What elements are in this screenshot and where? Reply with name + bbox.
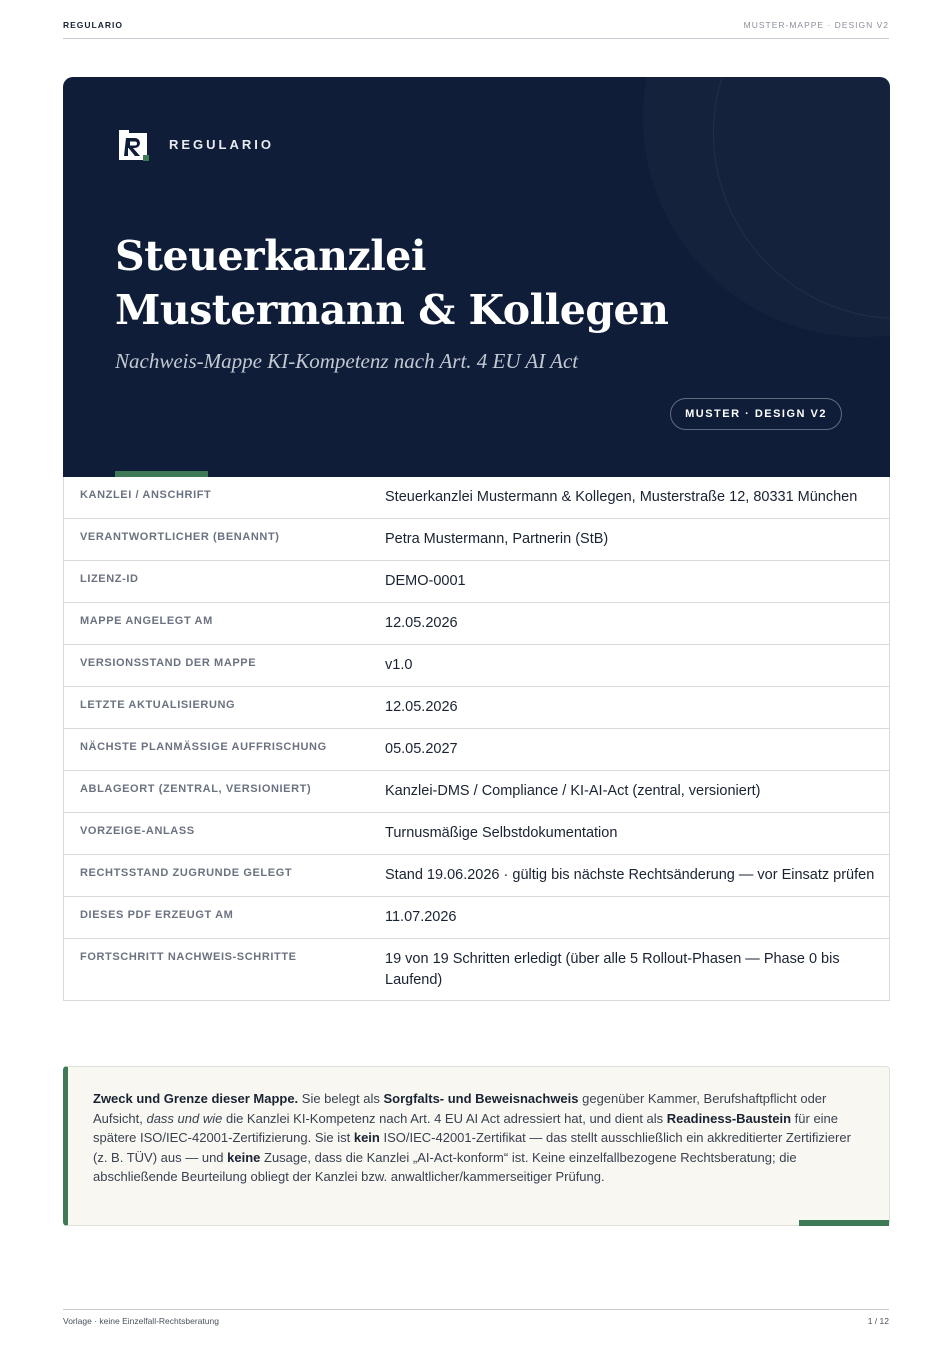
title-line-1: Steuerkanzlei — [115, 232, 426, 280]
page-number: 1 / 12 — [867, 1316, 889, 1326]
purpose-note — [63, 1066, 890, 1226]
meta-label: RECHTSSTAND ZUGRUNDE GELEGT — [80, 867, 293, 879]
meta-value: Petra Mustermann, Partnerin (StB) — [385, 531, 609, 547]
meta-row — [64, 770, 889, 812]
meta-row — [64, 686, 889, 728]
note-lead: Zweck und Grenze dieser Mappe. — [93, 1091, 299, 1106]
meta-value: DEMO-0001 — [385, 573, 466, 589]
meta-row — [64, 518, 889, 560]
note-emphasis: Readiness-Baustein — [666, 1110, 792, 1126]
note-text: die Kanzlei KI-Kompetenz nach Art. 4 EU AI Act adressiert hat, und dient als — [222, 1110, 667, 1126]
meta-value: Kanzlei-DMS / Compliance / KI-AI-Act (zentral, versioniert) — [385, 783, 761, 799]
meta-value: 12.05.2026 — [385, 699, 458, 715]
note-text: ISO/IEC-42001-Zertifikat — das stellt ausschließlich ein akkreditierter Zertifizierer (z. B. TÜV) aus — und — [93, 1130, 851, 1165]
meta-row — [64, 854, 889, 896]
meta-value: 19 von 19 Schritten erledigt (über alle 5 Rollout-Phasen — Phase 0 bis Laufend) — [385, 951, 840, 988]
meta-label: LIZENZ-ID — [80, 573, 139, 585]
note-emphasis: kein — [353, 1130, 380, 1145]
meta-label: KANZLEI / ANSCHRIFT — [80, 489, 212, 501]
note-text: für eine spätere ISO/IEC-42001-Zertifizierung. Sie ist — [93, 1110, 839, 1145]
meta-value: 12.05.2026 — [385, 615, 458, 631]
meta-label: VERSIONSSTAND DER MAPPE — [80, 657, 257, 669]
header-edition: MUSTER-MAPPE · DESIGN V2 — [743, 20, 889, 30]
running-header — [63, 20, 889, 39]
page-title — [115, 229, 668, 337]
meta-label: NÄCHSTE PLANMÄSSIGE AUFFRISCHUNG — [80, 741, 327, 753]
cover-panel — [63, 77, 890, 477]
meta-label: VORZEIGE-ANLASS — [80, 825, 195, 837]
meta-row — [64, 812, 889, 854]
meta-label: VERANTWORTLICHER (BENANNT) — [80, 531, 280, 543]
note-accent-bar — [799, 1220, 889, 1226]
title-line-2: Mustermann & Kollegen — [115, 286, 669, 334]
purpose-note-text — [93, 1089, 865, 1187]
meta-value: v1.0 — [385, 657, 413, 673]
note-text: Zusage, dass die Kanzlei „AI-Act-konform“ ist. Keine einzelfallbezogene Rechtsberatung; die abschließende Beurteilung obliegt der Kanzlei bzw. anwaltlicher/kammerseitiger Prüfung. — [93, 1149, 797, 1184]
meta-row — [64, 644, 889, 686]
regulario-logo-icon — [118, 129, 150, 161]
note-italic: dass und wie — [146, 1110, 223, 1126]
meta-label: MAPPE ANGELEGT AM — [80, 615, 213, 627]
edition-badge: MUSTER · DESIGN V2 — [670, 398, 842, 430]
meta-value: Stand 19.06.2026 · gültig bis nächste Rechtsänderung — vor Einsatz prüfen — [385, 867, 875, 883]
meta-value: 11.07.2026 — [385, 909, 457, 925]
meta-row — [64, 560, 889, 602]
note-text: gegenüber Kammer, Berufshaftpflicht oder Aufsicht, — [93, 1091, 827, 1126]
note-text: Sie belegt als — [298, 1091, 384, 1106]
running-footer — [63, 1309, 889, 1326]
meta-row — [64, 477, 889, 518]
meta-row — [64, 938, 889, 1000]
footer-disclaimer: Vorlage · keine Einzelfall-Rechtsberatung — [63, 1316, 219, 1326]
note-emphasis: keine — [227, 1149, 261, 1165]
note-emphasis: Sorgfalts- und Beweisnachweis — [383, 1091, 579, 1106]
meta-value: 05.05.2027 — [385, 741, 458, 757]
page-subtitle: Nachweis-Mappe KI-Kompetenz nach Art. 4 EU AI Act — [115, 349, 579, 373]
meta-table — [63, 477, 890, 1001]
meta-label: LETZTE AKTUALISIERUNG — [80, 699, 236, 711]
meta-row — [64, 896, 889, 938]
meta-label: FORTSCHRITT NACHWEIS-SCHRITTE — [80, 951, 297, 963]
meta-row — [64, 602, 889, 644]
meta-label: DIESES PDF ERZEUGT AM — [80, 909, 234, 921]
meta-row — [64, 728, 889, 770]
logo-wordmark: REGULARIO — [169, 137, 274, 152]
meta-value: Turnusmäßige Selbstdokumentation — [385, 825, 618, 841]
meta-label: ABLAGEORT (ZENTRAL, VERSIONIERT) — [80, 783, 312, 795]
header-brand: REGULARIO — [63, 20, 123, 30]
meta-value: Steuerkanzlei Mustermann & Kollegen, Musterstraße 12, 80331 München — [385, 489, 858, 505]
